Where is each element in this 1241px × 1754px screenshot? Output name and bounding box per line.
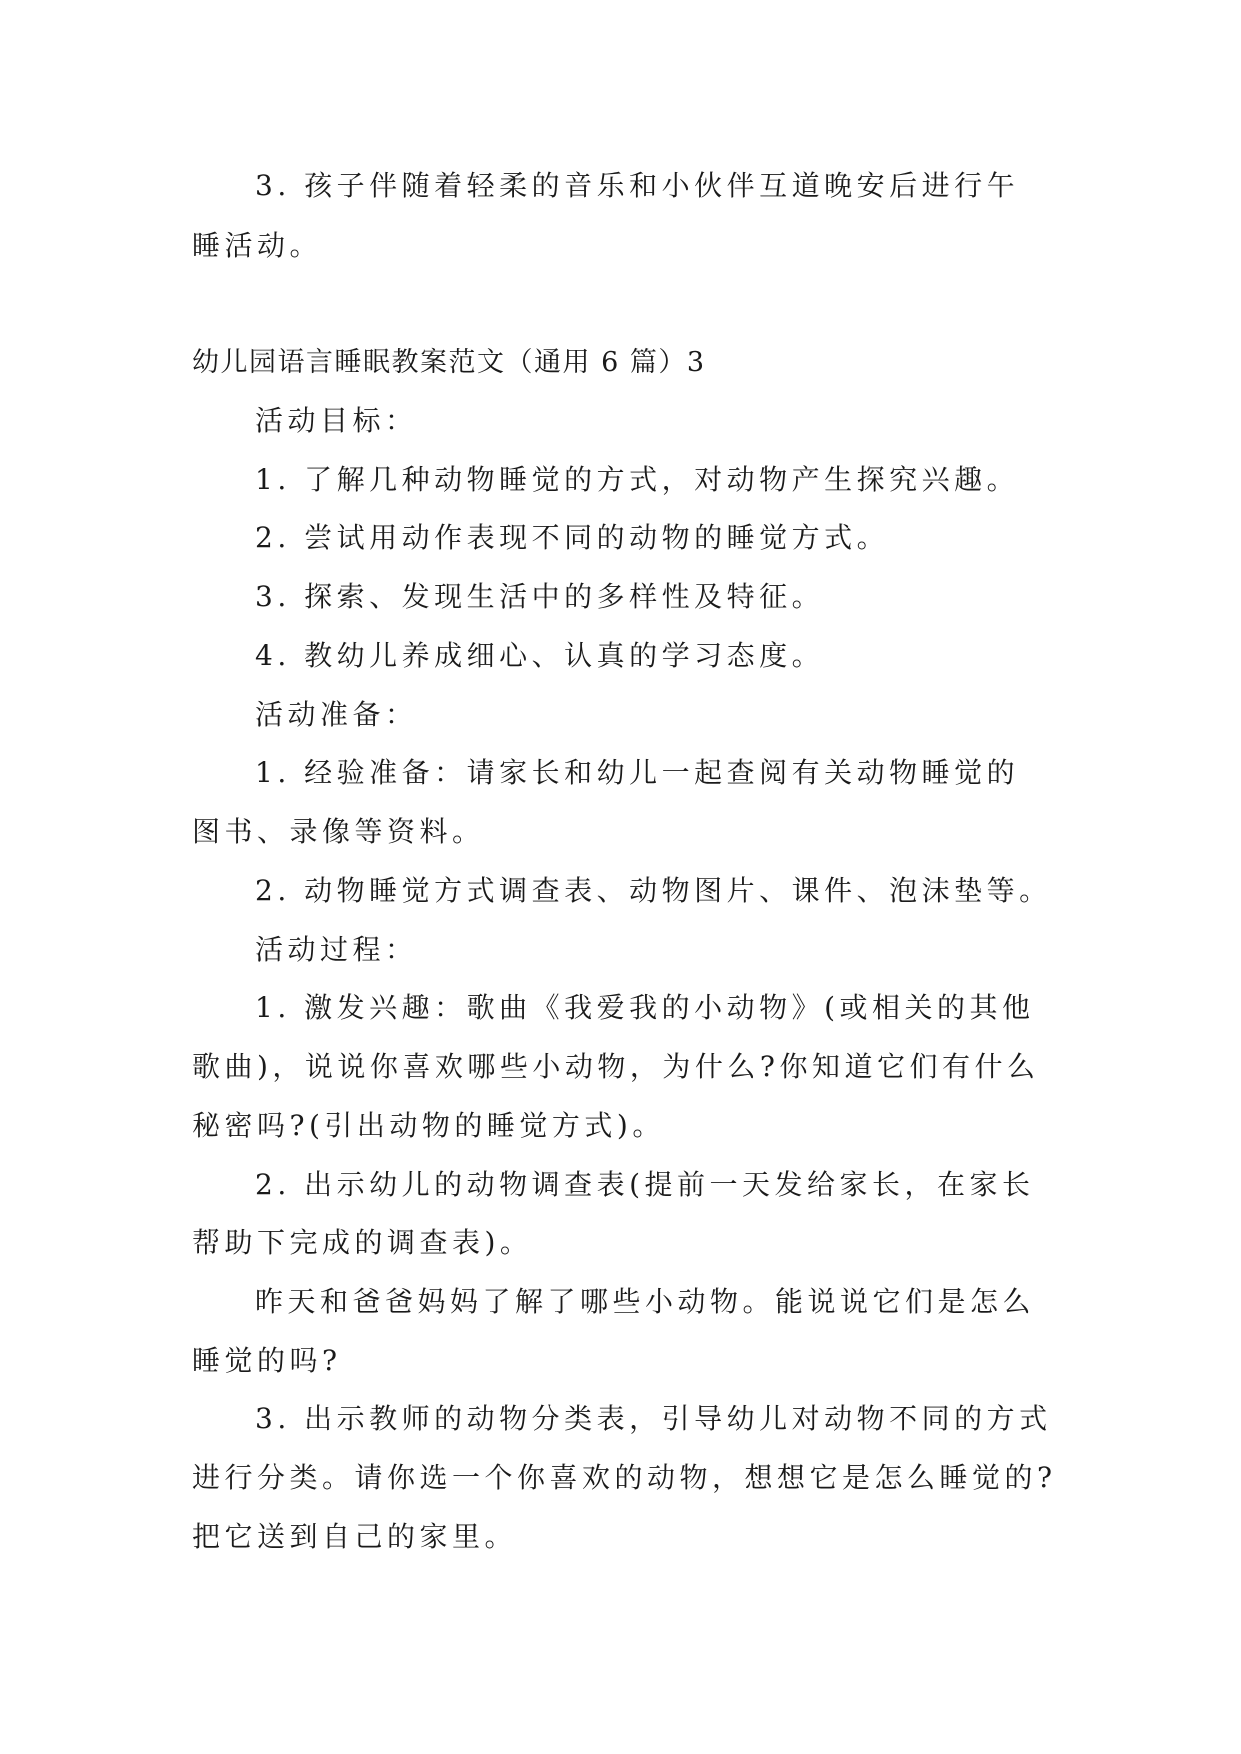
list-item: 1. 激发兴趣：歌曲《我爱我的小动物》(或相关的其他 <box>255 991 1035 1024</box>
list-item: 1. 了解几种动物睡觉的方式，对动物产生探究兴趣。 <box>255 463 1020 496</box>
section-heading: 活动目标： <box>255 404 418 437</box>
list-item: 2. 尝试用动作表现不同的动物的睡觉方式。 <box>255 521 890 554</box>
paragraph-line: 帮助下完成的调查表)。 <box>192 1226 533 1259</box>
paragraph-line: 把它送到自己的家里。 <box>192 1520 518 1553</box>
paragraph-line: 昨天和爸爸妈妈了解了哪些小动物。能说说它们是怎么 <box>255 1285 1036 1318</box>
list-item: 1. 经验准备：请家长和幼儿一起查阅有关动物睡觉的 <box>255 756 1020 789</box>
paragraph-line: 睡觉的吗? <box>192 1344 342 1377</box>
paragraph-line: 歌曲)，说说你喜欢哪些小动物，为什么?你知道它们有什么 <box>192 1050 1040 1083</box>
section-heading: 活动过程： <box>255 933 418 966</box>
paragraph-line: 秘密吗?(引出动物的睡觉方式)。 <box>192 1109 665 1142</box>
paragraph-line: 图书、录像等资料。 <box>192 815 485 848</box>
paragraph-line: 3. 孩子伴随着轻柔的音乐和小伙伴互道晚安后进行午 <box>255 169 1020 202</box>
list-item: 2. 出示幼儿的动物调查表(提前一天发给家长，在家长 <box>255 1168 1035 1201</box>
paragraph-line: 睡活动。 <box>192 229 323 262</box>
list-item: 3. 出示教师的动物分类表，引导幼儿对动物不同的方式 <box>255 1402 1052 1435</box>
list-item: 3. 探索、发现生活中的多样性及特征。 <box>255 580 825 613</box>
section-title: 幼儿园语言睡眠教案范文（通用 6 篇）3 <box>192 347 706 378</box>
list-item: 2. 动物睡觉方式调查表、动物图片、课件、泡沫垫等。 <box>255 874 1052 907</box>
paragraph-line: 进行分类。请你选一个你喜欢的动物，想想它是怎么睡觉的? <box>192 1461 1057 1494</box>
list-item: 4. 教幼儿养成细心、认真的学习态度。 <box>255 639 825 672</box>
section-heading: 活动准备： <box>255 698 418 731</box>
